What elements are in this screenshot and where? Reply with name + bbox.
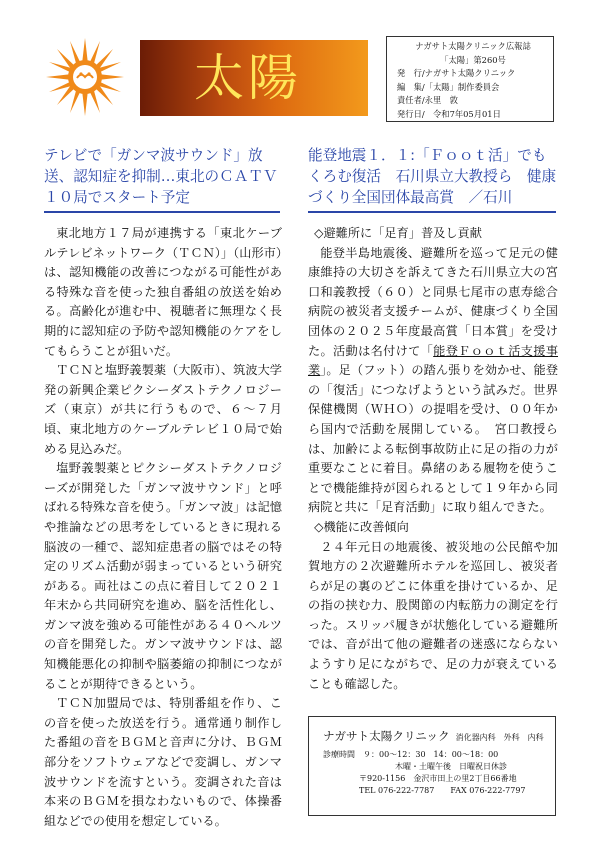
clinic-departments: 消化器内科 外科 内科 — [455, 733, 544, 742]
article2-subheading: ◇機能に改善傾向 — [314, 519, 409, 534]
info-responsible: 責任者/永里 敦 — [397, 95, 458, 106]
article2-text: 能登半島地震後、避難所を巡って足元の健康維持の大切さを訴えてきた石川県立大の宮口和義教授（６０）と同県七尾市の恵寿総合病院の被災者支援チームが、健康づくり全国団体の２０２５年度最高賞「日本賞」を受けた。活動は名付けて「 — [308, 245, 558, 358]
article2-underlined-text: 能登Ｆｏｏｔ活支援事業 — [308, 343, 559, 378]
article2-divider — [308, 211, 556, 213]
clinic-name: ナガサト太陽クリニック — [323, 729, 450, 743]
masthead-banner — [140, 40, 368, 116]
clinic-closed-days: 木曜・土曜午後 日曜祝日休診 — [395, 762, 507, 771]
article1-paragraph: 塩野義製薬とピクシーダストテクノロジーズが開発した「ガンマ波サウンド」と呼ばれる特殊な音を使う。「ガンマ波」は記憶や推論などの思考をしているときに現れる脳波の一種で、認知症患者の脳ではその特定のリズム活動が弱まっているという研究がある。両社はこの点に着目して２０２１年末から共同研究を進め、脳を活性化し、ガンマ波を強める可能性がある４０ヘルツの音を開発した。ガンマ波サウンドは、認知機能悪化の抑制や脳萎縮の抑制につながることが期待できるという。 — [44, 461, 282, 691]
clinic-address: 〒920-1156 金沢市田上の里2丁目66番地 — [359, 774, 517, 783]
info-publication: ナガサト太陽クリニック広報誌 — [415, 41, 531, 51]
article1-headline: テレビで「ガンマ波サウンド」放送、認知症を抑制…東北のＣＡＴＶ１０局でスタート予定 — [44, 147, 278, 206]
info-publisher: 発 行/ナガサト太陽クリニック — [397, 68, 516, 79]
masthead-title: 太陽 — [194, 49, 302, 107]
clinic-contact: TEL 076-222-7787 FAX 076-222-7797 — [359, 786, 526, 795]
article2-paragraph — [308, 244, 558, 518]
info-issue: 「太陽」第260号 — [440, 54, 506, 65]
article2-subheading: ◇避難所に「足育」普及し貢献 — [314, 226, 482, 240]
info-date: 発行日/ 令和7年05月01日 — [397, 108, 501, 119]
clinic-hours: 診療時間 ９：00～12：30 14：00～18：00 — [323, 750, 499, 759]
article1-paragraph: ＴＣＮ加盟局では、特別番組を作り、この音を使った放送を行う。通常通り制作した番組の音をＢＧＭと音声に分け、ＢＧＭ部分をソフトウェアなどで変調し、ガンマ波サウンドを流すという。変調された音は本来のＢＧＭを損なわないもので、体操番組などでの使用を想定している。 — [44, 696, 282, 828]
article1-body — [44, 224, 282, 831]
article2-headline: 能登地震１．１:「Ｆｏｏｔ活」でもくろむ復活 石川県立大教授ら 健康づくり全国団体最高賞 ／石川 — [308, 147, 557, 206]
sun-logo-icon — [44, 36, 126, 118]
article2-paragraph: ２４年元日の地震後、被災地の公民館や加賀地方の２次避難所ホテルを巡回し、被災者らが足の裏のどこに体重を掛けているか、足の指の挟む力、股関節の内転筋力の測定を行った。スリッパ履きが状態化している避難所では、音が出て他の避難者の迷惑にならないようすり足にながちで、足の力が衰えていることも確認した。 — [308, 539, 558, 691]
article2-body — [308, 224, 558, 694]
publication-info-box — [386, 36, 554, 122]
article1-paragraph: 東北地方１７局が連携する「東北ケーブルテレビネットワーク（ＴＣＮ）」（山形市）は、認知機能の改善につながる可能性がある特殊な音を使った独自番組の放送を始める。高齢化が進む中、視聴者に無理なく長期的に認知症の予防や認知機能のケアをしてもらうことが狙いだ。 — [44, 226, 282, 358]
article2-text: 」。足（フット）の踏ん張りを効かせ、能登の「復活」につなげようという試みだ。世界保健機関（ＷＨＯ）の提唱を受け、００年から国内で活動を展開している。 宮口教授らは、加齢による転倒事故防止に足の指の力が重要なことに着目。鼻緒のある履物を使うことで機能維持が図られるとして１９年から同病院と共に「足育活動」に取り組んできた。 — [308, 363, 559, 515]
article1-divider — [44, 211, 280, 213]
article1-paragraph: ＴＣＮと塩野義製薬（大阪市）、筑波大学発の新興企業ピクシーダストテクノロジーズ（東京）が共に行うもので、６～７月頃、東北地方のケーブルテレビ１０局で始める見込みだ。 — [44, 363, 282, 456]
info-editor: 編 集/「太陽」制作委員会 — [397, 81, 500, 92]
clinic-info-box — [308, 716, 556, 816]
